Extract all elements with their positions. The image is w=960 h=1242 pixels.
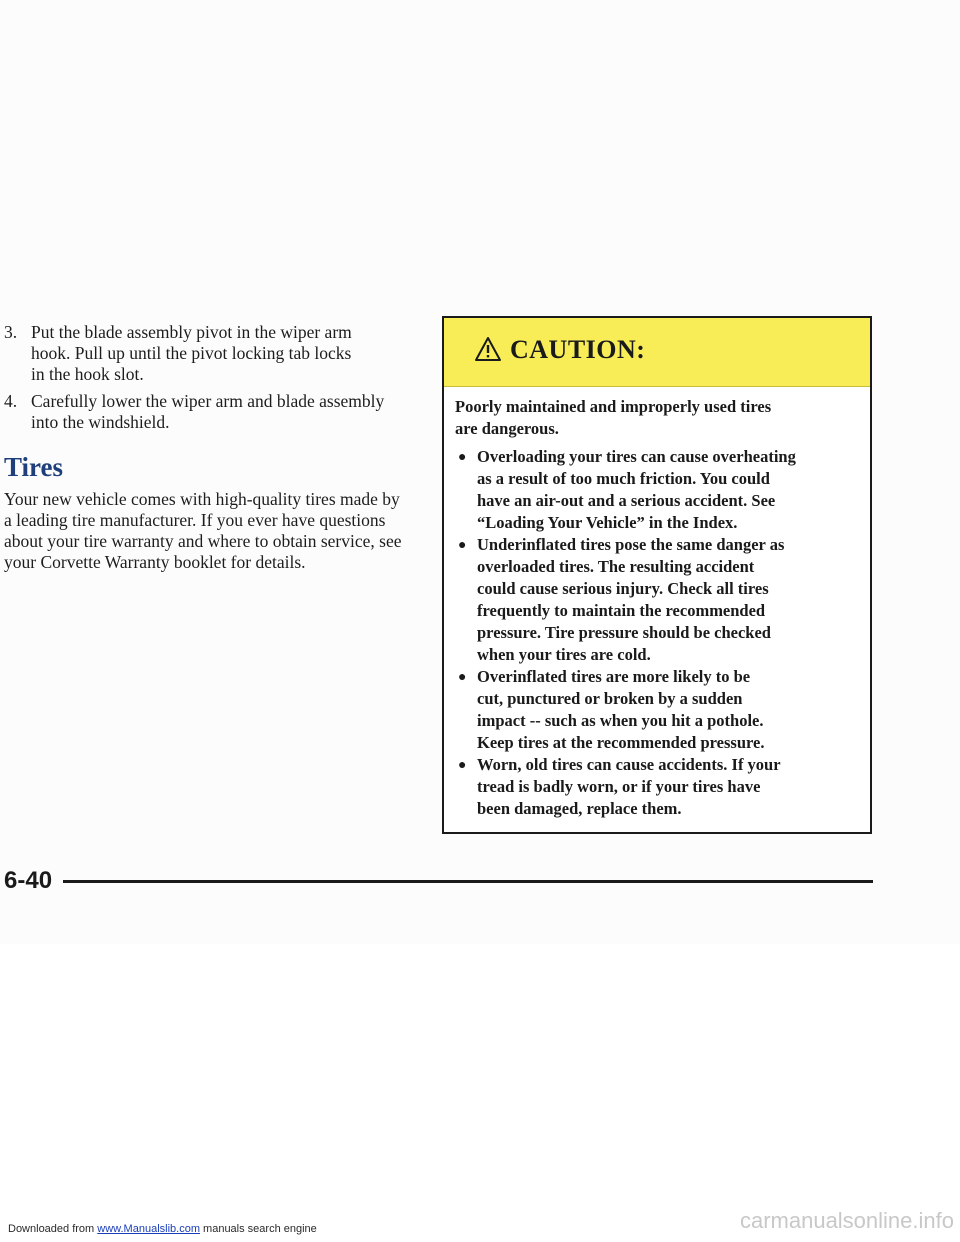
step-text-line: hook. Pull up until the pivot locking tab locks xyxy=(31,343,352,363)
download-footer xyxy=(8,1223,317,1235)
step-text-line: in the hook slot. xyxy=(31,364,144,384)
caution-item-line: Overinflated tires are more likely to be xyxy=(477,667,751,686)
caution-item-line: Overloading your tires can cause overheating xyxy=(477,447,796,466)
caution-item-worn xyxy=(455,754,860,820)
page-number: 6-40 xyxy=(4,867,53,894)
step-text-line: into the windshield. xyxy=(31,412,170,432)
caution-list xyxy=(455,446,860,820)
bullet-icon: ● xyxy=(458,670,467,685)
caution-item-line: Worn, old tires can cause accidents. If your xyxy=(477,755,781,774)
caution-item-line: pressure. Tire pressure should be checked xyxy=(477,623,771,642)
caution-title: CAUTION: xyxy=(510,335,646,364)
caution-item-line: tread is badly worn, or if your tires have xyxy=(477,777,761,796)
bullet-icon: ● xyxy=(458,450,467,465)
caution-body xyxy=(455,396,860,820)
caution-item-overinflated xyxy=(455,666,860,754)
caution-item-line: cut, punctured or broken by a sudden xyxy=(477,689,743,708)
step-text-line: Put the blade assembly pivot in the wiper arm xyxy=(31,322,352,342)
footer-suffix: manuals search engine xyxy=(199,1223,317,1235)
caution-intro-line: Poorly maintained and improperly used tires xyxy=(455,397,772,416)
bullet-icon: ● xyxy=(458,538,467,553)
caution-item-line: could cause serious injury. Check all tires xyxy=(477,579,769,598)
warning-triangle-icon xyxy=(474,336,502,362)
step-number: 4. xyxy=(4,391,18,411)
step-3 xyxy=(4,322,428,385)
paragraph-line: Your new vehicle comes with high-quality tires made by xyxy=(4,489,400,509)
caution-item-line: when your tires are cold. xyxy=(477,645,651,664)
caution-intro xyxy=(455,396,860,440)
caution-item-line: been damaged, replace them. xyxy=(477,799,682,818)
footer-rule xyxy=(63,880,873,883)
caution-item-line: impact -- such as when you hit a pothole. xyxy=(477,711,764,730)
caution-item-overloading xyxy=(455,446,860,534)
tires-paragraph xyxy=(4,489,428,573)
watermark: carmanualsonline.info xyxy=(739,1208,954,1233)
caution-box xyxy=(442,316,872,834)
section-heading-tires: Tires xyxy=(4,452,64,482)
caution-intro-line: are dangerous. xyxy=(455,419,559,438)
bullet-icon: ● xyxy=(458,758,467,773)
caution-item-line: have an air-out and a serious accident. See xyxy=(477,491,776,510)
caution-item-underinflated xyxy=(455,534,860,666)
caution-item-line: frequently to maintain the recommended xyxy=(477,601,766,620)
manualslib-link[interactable]: www.Manualslib.com xyxy=(97,1223,200,1235)
step-4 xyxy=(4,391,428,433)
left-column xyxy=(4,322,428,573)
paragraph-line: about your tire warranty and where to obtain service, see xyxy=(4,531,402,551)
step-number: 3. xyxy=(4,322,18,342)
caution-header xyxy=(444,318,870,387)
footer-prefix: Downloaded from xyxy=(8,1223,98,1235)
paragraph-line: your Corvette Warranty booklet for details. xyxy=(4,552,306,572)
caution-item-line: overloaded tires. The resulting accident xyxy=(477,557,755,576)
caution-item-line: as a result of too much friction. You could xyxy=(477,469,770,488)
caution-item-line: Underinflated tires pose the same danger as xyxy=(477,535,785,554)
paragraph-line: a leading tire manufacturer. If you ever have questions xyxy=(4,510,386,530)
caution-item-line: Keep tires at the recommended pressure. xyxy=(477,733,765,752)
caution-item-line: “Loading Your Vehicle” in the Index. xyxy=(477,513,738,532)
step-text-line: Carefully lower the wiper arm and blade assembly xyxy=(31,391,385,411)
